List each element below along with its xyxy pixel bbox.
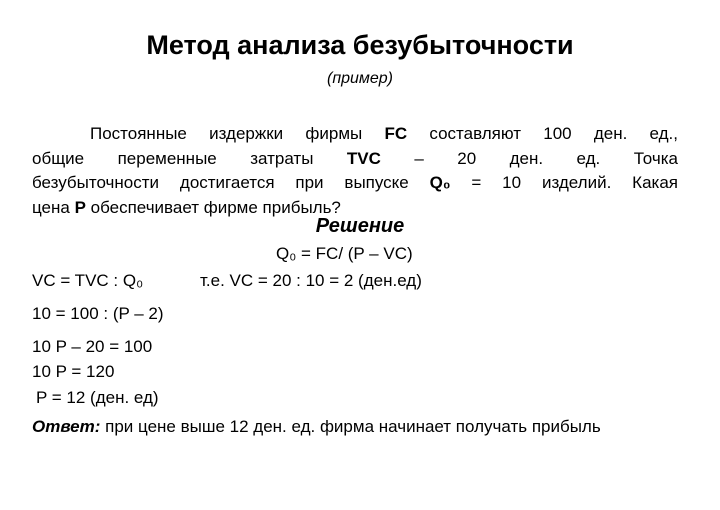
- answer-label: Ответ:: [32, 417, 101, 436]
- solution-heading: Решение: [315, 215, 405, 237]
- problem-line-4: цена P обеспечивает фирме прибыль?: [32, 197, 341, 217]
- problem-line-2: общие переменные затраты TVC – 20 ден. ед. Точка: [32, 148, 678, 168]
- solution-step-2: 10 P – 20 = 100: [32, 337, 153, 356]
- vc-calculation: т.е. VC = 20 : 10 = 2 (ден.ед): [200, 271, 422, 290]
- breakeven-formula: Q₀ = FC/ (P – VC): [276, 244, 413, 263]
- problem-line-3: безубыточности достигается при выпуске Q₀ = 10 изделий. Какая: [32, 173, 678, 192]
- vc-definition: VC = TVC : Q₀: [32, 271, 144, 290]
- slide-subtitle: (пример): [326, 70, 394, 87]
- solution-step-4: P = 12 (ден. ед): [36, 388, 159, 407]
- problem-statement: [32, 122, 678, 220]
- answer-text: при цене выше 12 ден. ед. фирма начинает получать прибыль: [100, 417, 601, 436]
- slide-title: Метод анализа безубыточности: [146, 30, 574, 60]
- problem-line-1: Постоянные издержки фирмы FC составляют 100 ден. ед.,: [90, 124, 679, 143]
- solution-step-1: 10 = 100 : (P – 2): [32, 304, 164, 323]
- solution-step-3: 10 P = 120: [32, 362, 115, 381]
- answer-paragraph: [32, 416, 678, 438]
